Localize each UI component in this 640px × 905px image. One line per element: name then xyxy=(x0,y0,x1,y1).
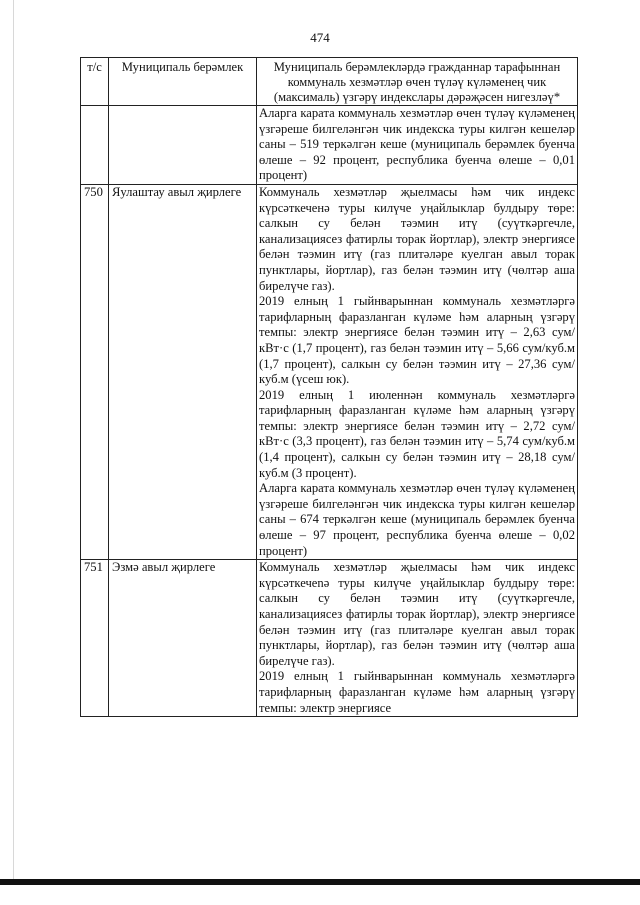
row-number: 750 xyxy=(81,184,109,559)
row-justification xyxy=(257,106,578,185)
justification-paragraph: Аларга карата коммуналь хезмәтләр өчен түләү күләменең үзгәреше билгеләнгән чик индекска туры килгән кешеләр саны – 674 теркәлгән кеше (муниципаль берәмлек буенча өлеше – 97 процент, республика буенча өлеше – 0,02 процент) xyxy=(259,481,575,558)
row-number xyxy=(81,106,109,185)
header-municipality: Муниципаль берәмлек xyxy=(109,58,257,106)
table-row xyxy=(81,106,578,185)
table-header-row xyxy=(81,58,578,106)
scan-margin-line xyxy=(13,0,14,879)
justification-paragraph: Аларга карата коммуналь хезмәтләр өчен түләү күләменең үзгәреше билгеләнгән чик индекска туры килгән кешеләр саны – 519 теркәлгән кеше (муниципаль берәмлек буенча өлеше – 92 процент, республика буенча өлеше – 0,01 процент) xyxy=(259,106,575,183)
page-number: 474 xyxy=(310,30,330,45)
justification-paragraph: Коммуналь хезмәтләр җыелмасы һәм чик индекс күрсәткечenә туры килүче уңайлыклар булдыру төре: салкын су белән тәэмин итү (суүткәргечле, канализациясез фатирлы торак йортлар), электр энергиясе белән тәэмин итү (газ плитәләре куелган авыл торак пунктлары, йортлар), газ белән тәэмин итү (чөлтәр аша бирелүче газ). xyxy=(259,560,575,668)
row-justification xyxy=(257,184,578,559)
justification-paragraph: 2019 елның 1 гыйнварыннан коммуналь хезмәтләргә тарифларның фаразланган күләме һәм аларның үзгәрү темпы: электр энергиясе xyxy=(259,669,575,715)
row-justification xyxy=(257,560,578,717)
justification-paragraph: Коммуналь хезмәтләр җыелмасы һәм чик индекс күрсәткеченә туры килүче уңайлыклар булдыру төре: салкын су белән тәэмин итү (суүткәргечле, канализациясез фатирлы торак йортлар), электр энергиясе белән тәэмин итү (газ плитәләре куелган авыл торак пунктлары, йортлар), газ белән тәэмин итү (чөлтәр аша бирелүче газ). xyxy=(259,184,575,293)
row-municipality: Яулаштау авыл җирлеге xyxy=(109,184,257,559)
table-row xyxy=(81,560,578,717)
justification-paragraph: 2019 елның 1 июленнән коммуналь хезмәтләргә тарифларның фаразланган күләме һәм аларның үзгәрү темпы: электр энергиясе белән тәэмин итү – 2,72 сум/кВт·с (3,3 процент), газ белән тәэмин итү – 5,74 сум/куб.м (1,4 процент), салкын су белән тәэмин итү – 28,18 сум/куб.м (3 процент). xyxy=(259,387,575,480)
row-municipality: Эзмә авыл җирлеге xyxy=(109,560,257,717)
row-municipality xyxy=(109,106,257,185)
table-row xyxy=(81,184,578,559)
justification-paragraph: 2019 елның 1 гыйнварыннан коммуналь хезмәтләргә тарифларның фаразланган күләме һәм аларның үзгәрү темпы: электр энергиясе белән тәэмин итү – 2,63 сум/кВт·с (1,7 процент), газ белән тәэмин итү – 5,66 сум/куб.м (1,7 процент), салкын су белән тәэмин итү – 27,36 сум/куб.м (үсеш юк). xyxy=(259,294,575,387)
header-number: т/с xyxy=(81,58,109,106)
scan-bottom-edge xyxy=(0,879,640,885)
row-number: 751 xyxy=(81,560,109,717)
header-justification: Муниципаль берәмлекләрдә гражданнар тарафыннан коммуналь хезмәтләр өчен түләү күләменең чик (максималь) үзгәрү индекслары дәрәҗәсен нигезләү* xyxy=(257,58,578,106)
municipal-index-table xyxy=(80,57,578,717)
